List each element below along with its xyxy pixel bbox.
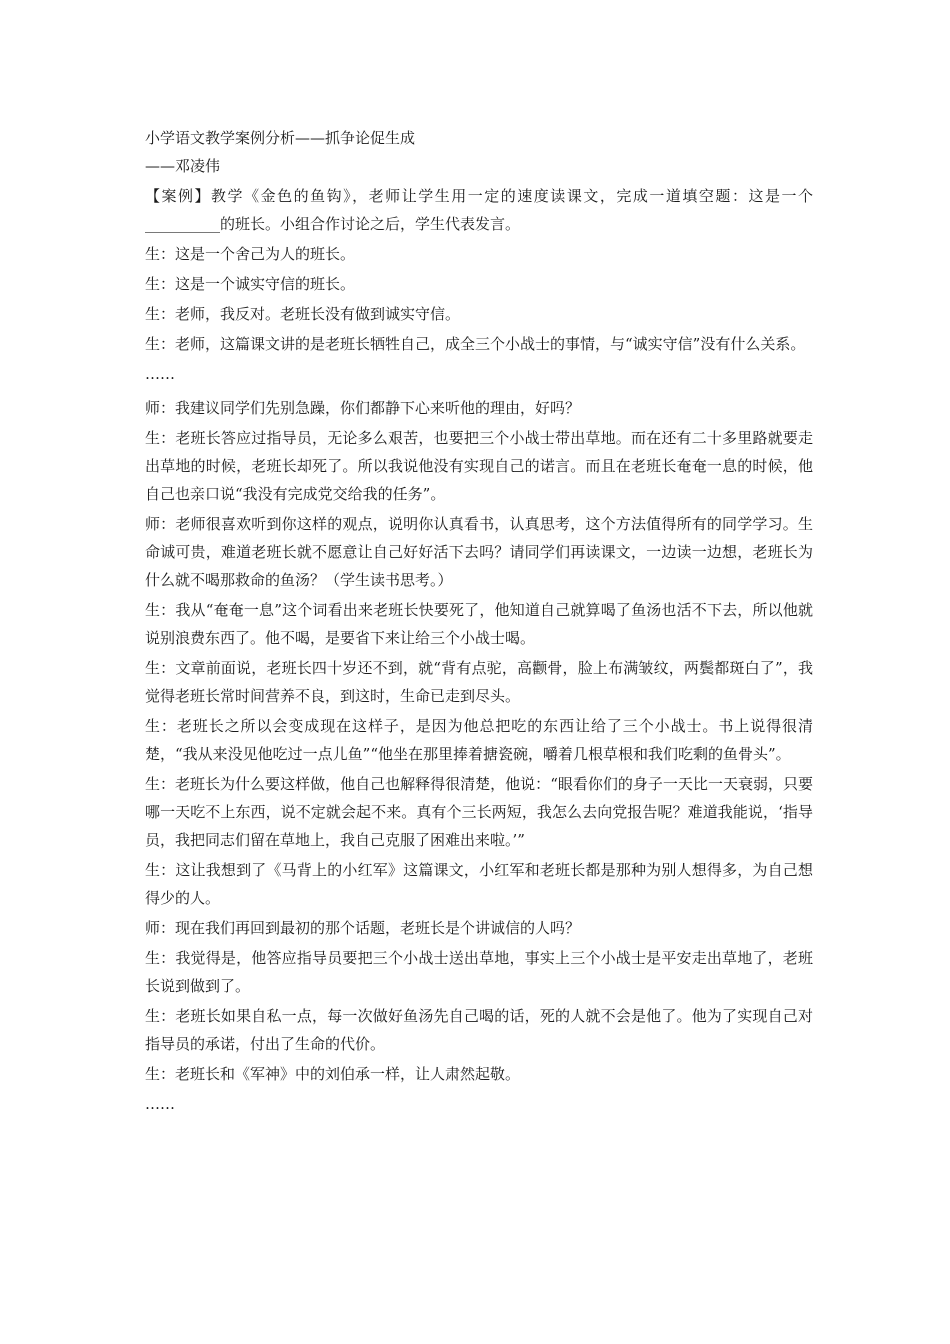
dialogue-paragraph: 师：现在我们再回到最初的那个话题，老班长是个讲诚信的人吗？ (145, 919, 581, 937)
dialogue-paragraph: 师：老师很喜欢听到你这样的观点，说明你认真看书，认真思考，这个方法值得所有的同学学习。生命诚可贵，难道老班长就不愿意让自己好好活下去吗？请同学们再读课文，一边读一边想，老班长为什么就不喝那救命的鱼汤？（学生读书思考。） (145, 515, 813, 589)
ellipsis-marker: …… (145, 1095, 175, 1113)
dialogue-paragraph: 生：这是一个诚实守信的班长。 (145, 275, 356, 293)
dialogue-paragraph: 生：文章前面说，老班长四十岁还不到，就“背有点驼，高颧骨，脸上布满皱纹，两鬓都斑白了”，我觉得老班长常时间营养不良，到这时，生命已走到尽头。 (145, 659, 813, 705)
dialogue-paragraph: 师：我建议同学们先别急躁，你们都静下心来听他的理由，好吗？ (145, 399, 581, 417)
dialogue-paragraph: 生：老班长之所以会变成现在这样子，是因为他总把吃的东西让给了三个小战士。书上说得很清楚，“我从来没见他吃过一点儿鱼”“他坐在那里捧着搪瓷碗，嚼着几根草根和我们吃剩的鱼骨头”。 (145, 717, 813, 763)
dialogue-paragraph: 生：老师，这篇课文讲的是老班长牺牲自己，成全三个小战士的事情，与“诚实守信”没有什么关系。 (145, 335, 806, 353)
dialogue-paragraph: 生：我从“奄奄一息”这个词看出来老班长快要死了，他知道自己就算喝了鱼汤也活不下去，所以他就说别浪费东西了。他不喝，是要省下来让给三个小战士喝。 (145, 601, 813, 647)
document-body (145, 182, 813, 1118)
document-title: 小学语文教学案例分析——抓争论促生成 (145, 129, 416, 147)
ellipsis-marker: …… (145, 365, 175, 383)
dialogue-paragraph: 生：老班长答应过指导员，无论多么艰苦，也要把三个小战士带出草地。而在还有二十多里路就要走出草地的时候，老班长却死了。所以我说他没有实现自己的诺言。而且在老班长奄奄一息的时候，他自己也亲口说“我没有完成党交给我的任务”。 (145, 429, 813, 503)
document-author: ——邓凌伟 (145, 157, 221, 175)
dialogue-paragraph: 生：这是一个舍己为人的班长。 (145, 245, 356, 263)
dialogue-paragraph: 生：老师，我反对。老班长没有做到诚实守信。 (145, 305, 461, 323)
dialogue-paragraph: 生：我觉得是，他答应指导员要把三个小战士送出草地，事实上三个小战士是平安走出草地了，老班长说到做到了。 (145, 949, 813, 995)
dialogue-paragraph: 【案例】教学《金色的鱼钩》，老师让学生用一定的速度读课文，完成一道填空题：这是一个__________的班长。小组合作讨论之后，学生代表发言。 (145, 187, 813, 233)
document-page (145, 124, 813, 1124)
dialogue-paragraph: 生：老班长如果自私一点，每一次做好鱼汤先自己喝的话，死的人就不会是他了。他为了实现自己对指导员的承诺，付出了生命的代价。 (145, 1007, 813, 1053)
dialogue-paragraph: 生：老班长为什么要这样做，他自己也解释得很清楚，他说：“眼看你们的身子一天比一天衰弱，只要哪一天吃不上东西，说不定就会起不来。真有个三长两短，我怎么去向党报告呢？难道我能说，‘指导员，我把同志们留在草地上，我自己克服了困难出来啦。’” (145, 775, 813, 849)
dialogue-paragraph: 生：老班长和《军神》中的刘伯承一样，让人肃然起敬。 (145, 1065, 521, 1083)
dialogue-paragraph: 生：这让我想到了《马背上的小红军》这篇课文，小红军和老班长都是那种为别人想得多，为自己想得少的人。 (145, 861, 813, 907)
